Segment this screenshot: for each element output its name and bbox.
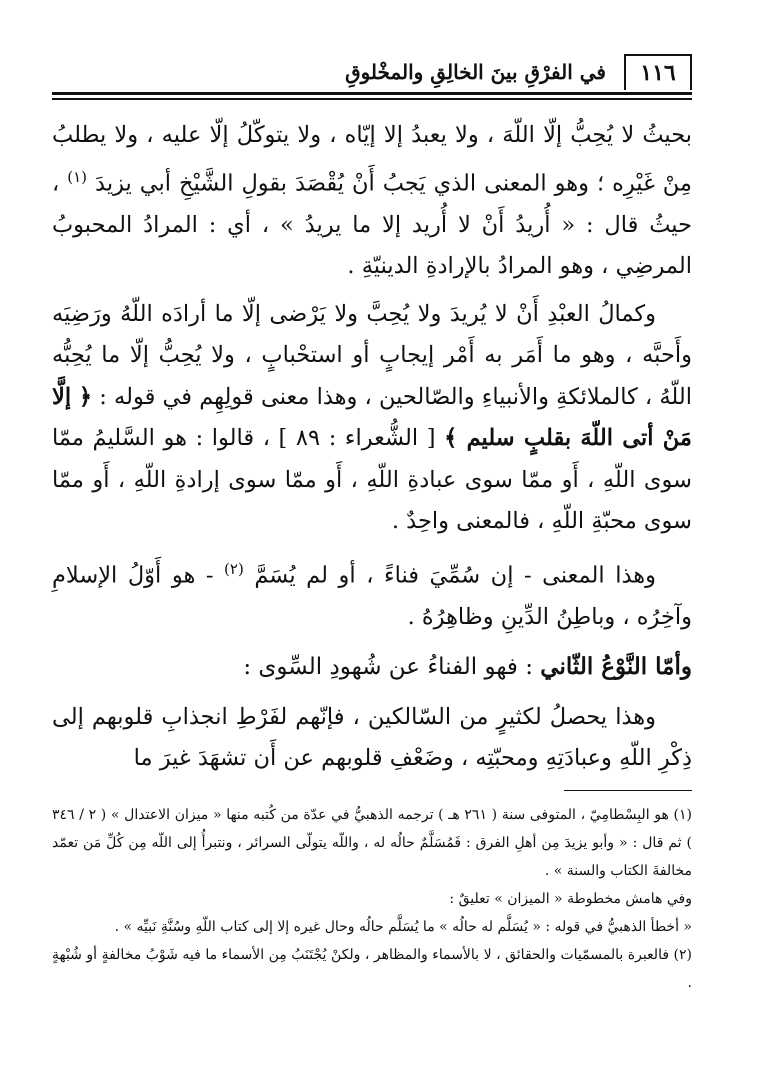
footnote-2: (٢) فالعبرة بالمسمّيات والحقائق ، لا بالأسماء والمظاهر ، ولكنْ يُجْتَنَبُ مِن الأسماء ما فيه شَوْبُ مخالفةٍ أو شُبْهةٍ . [52,946,692,991]
footnote-ref-2: (٢) [224,559,244,578]
paragraph-2 [52,294,692,543]
section-heading-bold: وأمّا النَّوْعُ الثّاني [540,653,692,680]
footnote-ref-1: (١) [67,167,88,186]
paragraph-4: وهذا يحصلُ لكثيرٍ من السّالكين ، فإنّهم لفَرْطِ انجذابِ قلوبهم إلى ذِكْرِ اللّهِ وعبادَتِهِ ومحبّتِه ، وضَعْفِ قلوبهم عن أَن تشهَدَ غيرَ ما [52,703,692,771]
page-header [52,46,692,95]
footnote-1-margin-note: وفي هامش مخطوطة « الميزان » تعليقٌ : [449,890,692,907]
paragraph-2-text-a: وكمالُ العبْدِ أَنْ لا يُريدَ ولا يُحِبَّ ولا يَرْضى إلّا ما أرادَه اللّهُ ورَضِيَه وأَحبَّه ، وهو ما أَمَر به أَمْر إيجابٍ أو استحْبابٍ ، ولا يُحِبُّ إلّا ما يُحِبُّه اللّهُ ، كالملائكةِ والأنبياءِ والصّالحين ، وهذا معنى قولِهِم في قوله : [52,300,692,410]
main-text [52,115,692,780]
book-page [52,46,692,1056]
section-heading-rest: : فهو الفناءُ عن شُهودِ السِّوى : [243,654,541,680]
quran-verse: ﴿ إلَّا مَنْ أتى اللّهَ بقلبٍ سليم ﴾ [52,383,692,451]
paragraph-2-text-b: [ الشُّعراء : ٨٩ ] ، قالوا : هو السَّليمُ ممّا سوى اللّهِ ، أَو ممّا سوى عبادةِ اللّهِ ، أَو ممّا سوى إرادةِ اللّهِ ، أَو ممّا سوى محبّةِ اللّهِ ، فالمعنى واحِدٌ . [52,425,692,534]
paragraph-3-text-a: وهذا المعنى - إن سُمِّيَ فناءً ، أو لم يُسَمَّ [243,562,656,588]
footnotes [52,801,692,997]
footnote-divider [564,790,692,791]
footnote-1-margin-quote: « أخطأ الذهبيُّ في قوله : « يُسَلَّم له حالُه » ما يُسَلَّم حالُه وحال غيره إلا إلى كتاب اللّهِ وسُنَّةِ نَبيِّه » . [114,918,692,935]
paragraph-1-text-a: بحيثُ لا يُحِبُّ إلّا اللّهَ ، ولا يعبدُ إلا إيّاه ، ولا يتوكّلُ إلّا عليه ، ولا يطلبُ مِنْ غَيْرِه ؛ وهو المعنى الذي يَجبُ أَنْ يُقْصَدَ بقولِ الشَّيْخِ أبي يزيدَ [52,122,692,196]
paragraph-3-text-b: - هو أَوّلُ الإسلامِ وآخِرُه ، وباطِنُ الدِّينِ وظاهِرُهُ . [52,562,692,630]
paragraph-1 [52,115,692,288]
page-number: ١١٦ [624,54,692,90]
paragraph-3 [52,549,692,639]
running-title: في الفرْقِ بينَ الخالِقِ والمخْلوقِ [345,60,606,84]
footnote-1: (١) هو البِسْطامِيّ ، المتوفى سنة ( ٢٦١ هـ ) ترجمه الذهبيُّ في عدّة من كُتبه منها « ميزان الاعتدال » ( ٢ / ٣٤٦ ) ثم قال : « وأبو يزيدَ مِن أهلِ الفرق : فَمُسَلَّمٌ حالُه له ، واللّه يتولّى السرائر ، ونتبرأُ إلى اللّه مِن كُلِّ مَن تعمّد مخالفةَ الكتاب والسنة » . [52,806,692,879]
section-heading [52,646,692,689]
paragraph-1-text-b: ، حيثُ قال : « أُريدُ أَنْ لا أُريد إلا ما يريدُ » ، أي : المرادُ المحبوبُ المرضِي ، وهو المرادُ بالإرادةِ الدينيّةِ . [52,170,692,279]
